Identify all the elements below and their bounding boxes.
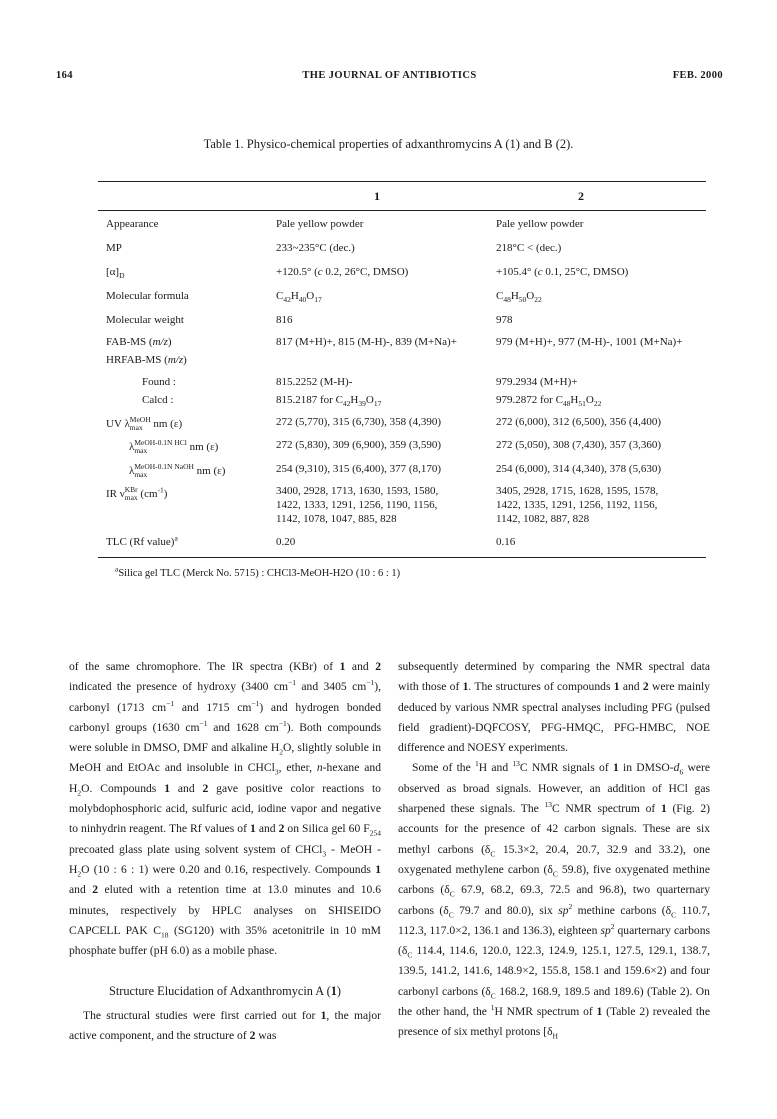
body-column-right <box>398 657 710 1043</box>
formula-1: $C_{42}H_{40}O_{17}$ <box>276 290 322 305</box>
paragraph: Some of the $^1$H and $^{13}$C NMR signals of 1 in DMSO-$d_6$ were observed as broad signals. However, an addition of HCl gas sharpened these signals. The $^{13}$C NMR spectrum of 1 (Fig. 2) accounts for the presence of 42 carbon signals. These are six methyl carbons ($\delta_C$ 15.3×2, 20.4, 20.7, 32.9 and 33.2), one oxygenated methylene carbon ($\delta_C$ 59.8), five oxygenated methine carbons ($\delta_C$ 67.9, 68.2, 69.3, 72.5 and 96.8), two quarternary carbons ($\delta_C$ 79.7 and 80.0), six $sp^2$ methine carbons ($\delta_C$ 110.7, 112.3, 117.0×2, 136.1 and 136.3), eighteen $sp^2$ quarternary carbons ($\delta_C$ 114.4, 114.6, 120.0, 122.3, 124.9, 125.1, 127.5, 129.1, 138.7, 139.5, 141.2, 141.6, 148.9×2, 155.8, 158.1 and 159.6×2) and four carbonyl carbons ($\delta_C$ 168.2, 168.9, 189.5 and 189.6) (Table 2). On the other hand, the $^1$H NMR spectrum of 1 (Table 2) revealed the presence of six methyl protons [$\delta_H$ <box>398 759 711 1041</box>
issue-date: FEB. 2000 <box>672 70 723 81</box>
paragraph: subsequently determined by comparing the NMR spectral data with those of 1. The structures of compounds 1 and 2 were mainly deduced by various NMR spectral analyses including PFG (pulsed field gradient)-DQFCOSY, PFG-HMQC, PFG-HMBC, NOE difference and NOESY experiments. <box>398 660 710 755</box>
table-header-rule <box>98 210 706 211</box>
table-footnote: $^a$Silica gel TLC (Merck No. 5715) : CHCl3-MeOH-H2O (10 : 6 : 1) <box>115 564 401 579</box>
formula-2: $C_{48}H_{50}O_{22}$ <box>496 290 542 305</box>
table-bottom-rule <box>98 557 706 558</box>
paragraph: of the same chromophore. The IR spectra (KBr) of 1 and 2 indicated the presence of hydroxy (3400 $cm^{-1}$ and 3405 $cm^{-1}$), carbonyl (1713 $cm^{-1}$ and 1715 $cm^{-1}$) and hydrogen bonded carbonyl groups (1630 $cm^{-1}$ and 1628 $cm^{-1}$). Both compounds were soluble in DMSO, DMF and alkaline $H_2O$, slightly soluble in MeOH and EtOAc and insoluble in CHCl$_3$, ether, n-hexane and $H_2O$. Compounds 1 and 2 gave positive color reactions to molybdophosphoric acid, sulfuric acid, iodine vapor and negative to ninhydrin reagent. The Rf values of 1 and 2 on Silica gel 60 $F_{254}$ precoated glass plate using solvent system of CHCl$_3$ - MeOH - $H_2O$ (10 : 6 : 1) were 0.20 and 0.16, respectively. Compounds 1 and 2 eluted with a retention time at 13.0 minutes and 10.6 minutes, respectively by HPLC analyses on SHISEIDO CAPCELL PAK $C_{18}$ (SG120) with 35% acetonitrile in 10 mM phosphate buffer (pH 6.0) as a mobile phase. <box>69 660 382 958</box>
running-header <box>56 70 723 86</box>
journal-title: THE JOURNAL OF ANTIBIOTICS <box>302 70 477 81</box>
page-number: 164 <box>56 70 73 81</box>
table-top-rule <box>98 181 706 182</box>
table-caption: Table 1. Physico-chemical properties of adxanthromycins A (1) and B (2). <box>203 137 574 151</box>
paragraph: The structural studies were first carried out for 1, the major active component, and the structure of 2 was <box>69 1008 381 1043</box>
column-header-2: 2 <box>578 189 584 203</box>
column-header-1: 1 <box>374 189 380 203</box>
section-heading: Structure Elucidation of Adxanthromycin A (1) <box>109 984 341 999</box>
body-column-left <box>69 657 381 1046</box>
